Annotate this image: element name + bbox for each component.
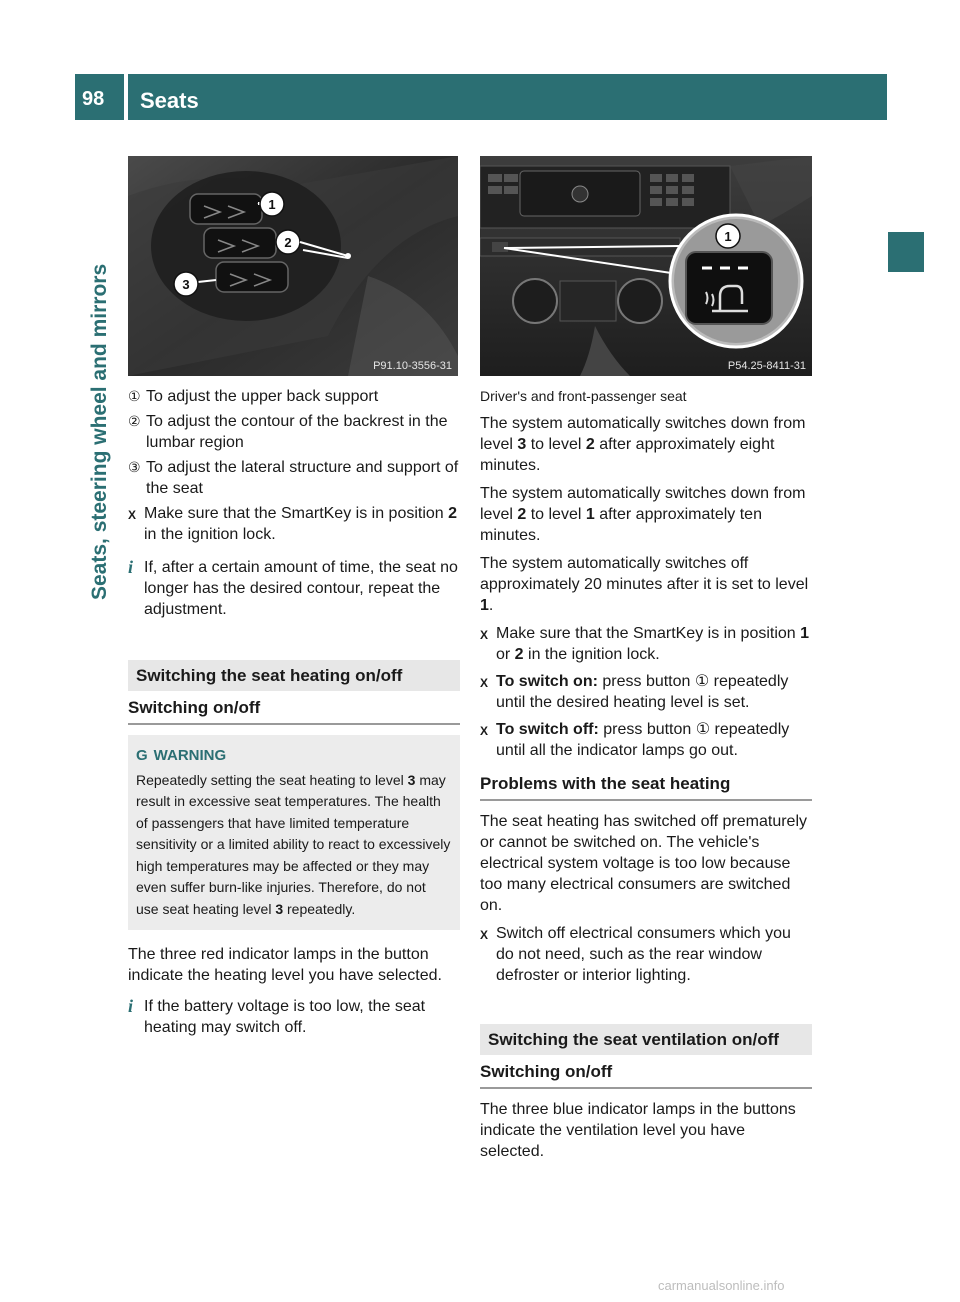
- step-text-a: Make sure that the SmartKey is in position: [144, 505, 449, 522]
- info-note-1-text: If, after a certain amount of time, the seat no longer has the desired contour, repeat the adjustment.: [144, 559, 458, 618]
- p1-d: 2: [585, 436, 595, 453]
- paragraph-level2: [480, 483, 812, 546]
- p1-e: after approximately eight minutes.: [480, 436, 775, 474]
- subhead-ventilation-switching: Switching on/off: [480, 1055, 812, 1089]
- paragraph-problems: The seat heating has switched off prematurely or cannot be switched on. The vehicle's electrical system voltage is too low because too many electrical consumers are switched on.: [480, 813, 807, 914]
- p2-e: after approximately ten minutes.: [480, 506, 762, 544]
- legend-text-2: To adjust the contour of the backrest in the lumbar region: [146, 413, 448, 451]
- step-text-b: 2: [448, 505, 458, 522]
- right-photo-code: P54.25-8411-31: [727, 360, 806, 372]
- callout-1-label: 1: [268, 197, 276, 212]
- step-arrow-icon: X: [128, 508, 137, 522]
- step-arrow-icon: X: [480, 676, 489, 690]
- left-column: [128, 386, 460, 1038]
- step-text-c: in the ignition lock.: [144, 526, 276, 543]
- legend-num-1: ①: [128, 388, 141, 404]
- console-callout-1-label: 1: [724, 229, 732, 244]
- paragraph-ventilation: The three blue indicator lamps in the buttons indicate the ventilation level you have selected.: [480, 1101, 796, 1160]
- info-note-2: [128, 996, 460, 1038]
- p2-a: The system automatically switches down from level: [480, 485, 806, 523]
- info-icon: i: [128, 557, 134, 577]
- warning-text-e: repeatedly.: [283, 900, 356, 917]
- header-divider: [124, 74, 128, 120]
- seat-buttons-illustration: [128, 156, 458, 376]
- section-heading-heating: Switching the seat heating on/off: [128, 660, 460, 691]
- p3-c: .: [488, 597, 494, 614]
- thumb-index-square: [888, 232, 924, 272]
- s1-b: 1: [800, 625, 810, 642]
- warning-text-c: may result in excessive seat temperatures. The health of passengers that have limited temperature sensitivity or a limited ability to react to excessively high temperatures may be affected or they may even suffer burn-like injuries. Therefore, do not use seat heating level: [136, 771, 451, 917]
- s3-end: repeatedly until all the indicator lamps go out.: [496, 721, 790, 759]
- side-label-text: Seats, steering wheel and mirrors: [88, 263, 111, 600]
- footer-watermark: carmanualsonline.info: [658, 1278, 785, 1293]
- warning-text-d: 3: [275, 900, 284, 917]
- p1-b: 3: [517, 436, 527, 453]
- step-arrow-icon: X: [480, 928, 489, 942]
- step-switch-on: [480, 671, 812, 713]
- step-smartkey-position: [480, 623, 812, 665]
- subhead-problems: Problems with the seat heating: [480, 767, 812, 801]
- photo-caption: Driver's and front-passenger seat: [480, 388, 687, 404]
- step-switch-off-consumers: [480, 923, 812, 986]
- page-number: 98: [82, 88, 105, 110]
- warning-text-a: Repeatedly setting the seat heating to level: [136, 771, 408, 788]
- p1-c: to level: [526, 436, 586, 453]
- info-note-2-text: If the battery voltage is too low, the seat heating may switch off.: [144, 998, 426, 1036]
- console-photo: [480, 156, 812, 376]
- warning-title: [136, 745, 452, 767]
- step-smartkey-position-text: [496, 623, 812, 665]
- paragraph-level3: [480, 413, 812, 476]
- p2-c: to level: [526, 506, 586, 523]
- page-title: Seats: [140, 88, 199, 113]
- legend-item-3: [128, 457, 460, 499]
- console-illustration: [480, 156, 812, 376]
- step-switch-off: [480, 719, 812, 761]
- s2-num: ①: [694, 673, 710, 690]
- warning-title-text: WARNING: [153, 747, 227, 764]
- paragraph-indicator-lamps: The three red indicator lamps in the button indicate the heating level you have selected.: [128, 946, 442, 984]
- subhead-switching: Switching on/off: [128, 691, 460, 725]
- p2-d: 1: [585, 506, 595, 523]
- s2-text: press button: [597, 673, 695, 690]
- warning-box: [128, 735, 460, 930]
- paragraph-switch-off: [480, 553, 812, 616]
- left-photo-code: P91.10-3556-31: [373, 360, 452, 372]
- callout-3-label: 3: [182, 277, 190, 292]
- p3-a: The system automatically switches off approximately 20 minutes after it is set to level: [480, 555, 809, 593]
- p2-b: 2: [517, 506, 527, 523]
- legend-text-3: To adjust the lateral structure and support of the seat: [146, 459, 459, 497]
- step-switch-on-text: [496, 671, 812, 713]
- s1-c: or: [496, 646, 515, 663]
- s2-end: repeatedly until the desired heating level is set.: [496, 673, 789, 711]
- step-switch-off-consumers-text: Switch off electrical consumers which you do not need, such as the rear window defroster or interior lighting.: [496, 925, 791, 984]
- callout-2-label: 2: [284, 235, 292, 250]
- legend-item-2: [128, 411, 460, 453]
- s3-num: ①: [695, 721, 711, 738]
- legend-num-2: ②: [128, 413, 141, 429]
- legend-item-1: [128, 386, 460, 407]
- step-arrow-icon: X: [480, 628, 489, 642]
- warning-icon: G: [136, 747, 148, 764]
- warning-text-b: 3: [407, 771, 416, 788]
- step-arrow-icon: X: [480, 724, 489, 738]
- legend-num-3: ③: [128, 459, 141, 475]
- step-smartkey-text: [144, 503, 460, 545]
- s1-d: 2: [514, 646, 524, 663]
- seat-buttons-photo: [128, 156, 458, 376]
- s1-e: in the ignition lock.: [523, 646, 660, 663]
- warning-text: [136, 770, 452, 921]
- section-heading-ventilation: Switching the seat ventilation on/off: [480, 1024, 812, 1055]
- info-note-1: [128, 557, 460, 620]
- p3-b: 1: [480, 597, 489, 614]
- s3-label: To switch off:: [496, 721, 599, 738]
- info-icon-2: i: [128, 996, 134, 1016]
- step-smartkey: [128, 503, 460, 545]
- s2-label: To switch on:: [496, 673, 598, 690]
- s3-text: press button: [598, 721, 696, 738]
- s1-a: Make sure that the SmartKey is in position: [496, 625, 801, 642]
- legend-text-1: To adjust the upper back support: [146, 388, 379, 405]
- step-switch-off-text: [496, 719, 812, 761]
- p1-a: The system automatically switches down from level: [480, 415, 806, 453]
- right-column: [480, 386, 812, 1169]
